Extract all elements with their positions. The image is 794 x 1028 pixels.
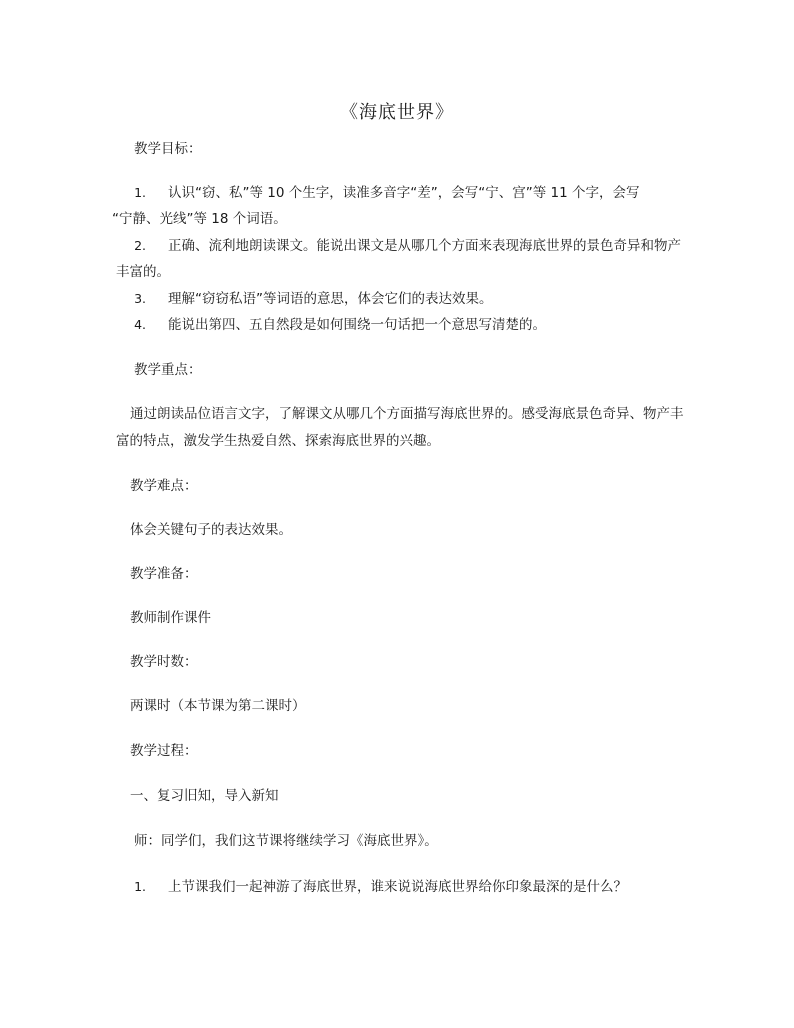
objective-continuation: 丰富的。 bbox=[116, 264, 170, 280]
objective-text: 认识“窃、私”等 10 个生字，读准多音字“差”，会写“宁、宫”等 11 个字，会写 bbox=[168, 185, 640, 201]
hours-heading: 教学时数： bbox=[130, 654, 198, 670]
objective-number: 2. bbox=[134, 238, 146, 253]
objective-text: 正确、流利地朗读课文。能说出课文是从哪几个方面来表现海底世界的景色奇异和物产 bbox=[168, 238, 681, 254]
section-heading: 一、复习旧知，导入新知 bbox=[130, 788, 279, 804]
objectives-heading: 教学目标： bbox=[134, 141, 202, 157]
objective-number: 3. bbox=[134, 291, 146, 306]
objective-number: 4. bbox=[134, 317, 146, 332]
teacher-line: 师：同学们，我们这节课将继续学习《海底世界》。 bbox=[134, 833, 438, 849]
preparation-text: 教师制作课件 bbox=[130, 610, 211, 626]
hours-text: 两课时（本节课为第二课时） bbox=[130, 698, 306, 714]
objective-text: 能说出第四、五自然段是如何围绕一句话把一个意思写清楚的。 bbox=[168, 317, 546, 333]
objective-text: 理解“窃窃私语”等词语的意思，体会它们的表达效果。 bbox=[168, 291, 493, 307]
document-title: 《海底世界》 bbox=[340, 102, 454, 123]
objective-number: 1. bbox=[134, 185, 146, 200]
difficulty-heading: 教学难点： bbox=[130, 478, 198, 494]
preparation-heading: 教学准备： bbox=[130, 566, 198, 582]
key-points-text-line1: 通过朗读品位语言文字，了解课文从哪几个方面描写海底世界的。感受海底景色奇异、物产丰 bbox=[130, 406, 684, 422]
objective-continuation: “宁静、光线”等 18 个词语。 bbox=[112, 211, 287, 227]
question-number: 1. bbox=[134, 879, 146, 894]
difficulty-text: 体会关键句子的表达效果。 bbox=[130, 522, 292, 538]
key-points-text-line2: 富的特点，激发学生热爱自然、探索海底世界的兴趣。 bbox=[116, 433, 440, 449]
key-points-heading: 教学重点： bbox=[134, 362, 202, 378]
question-text: 上节课我们一起神游了海底世界，谁来说说海底世界给你印象最深的是什么？ bbox=[168, 879, 627, 895]
process-heading: 教学过程： bbox=[130, 743, 198, 759]
